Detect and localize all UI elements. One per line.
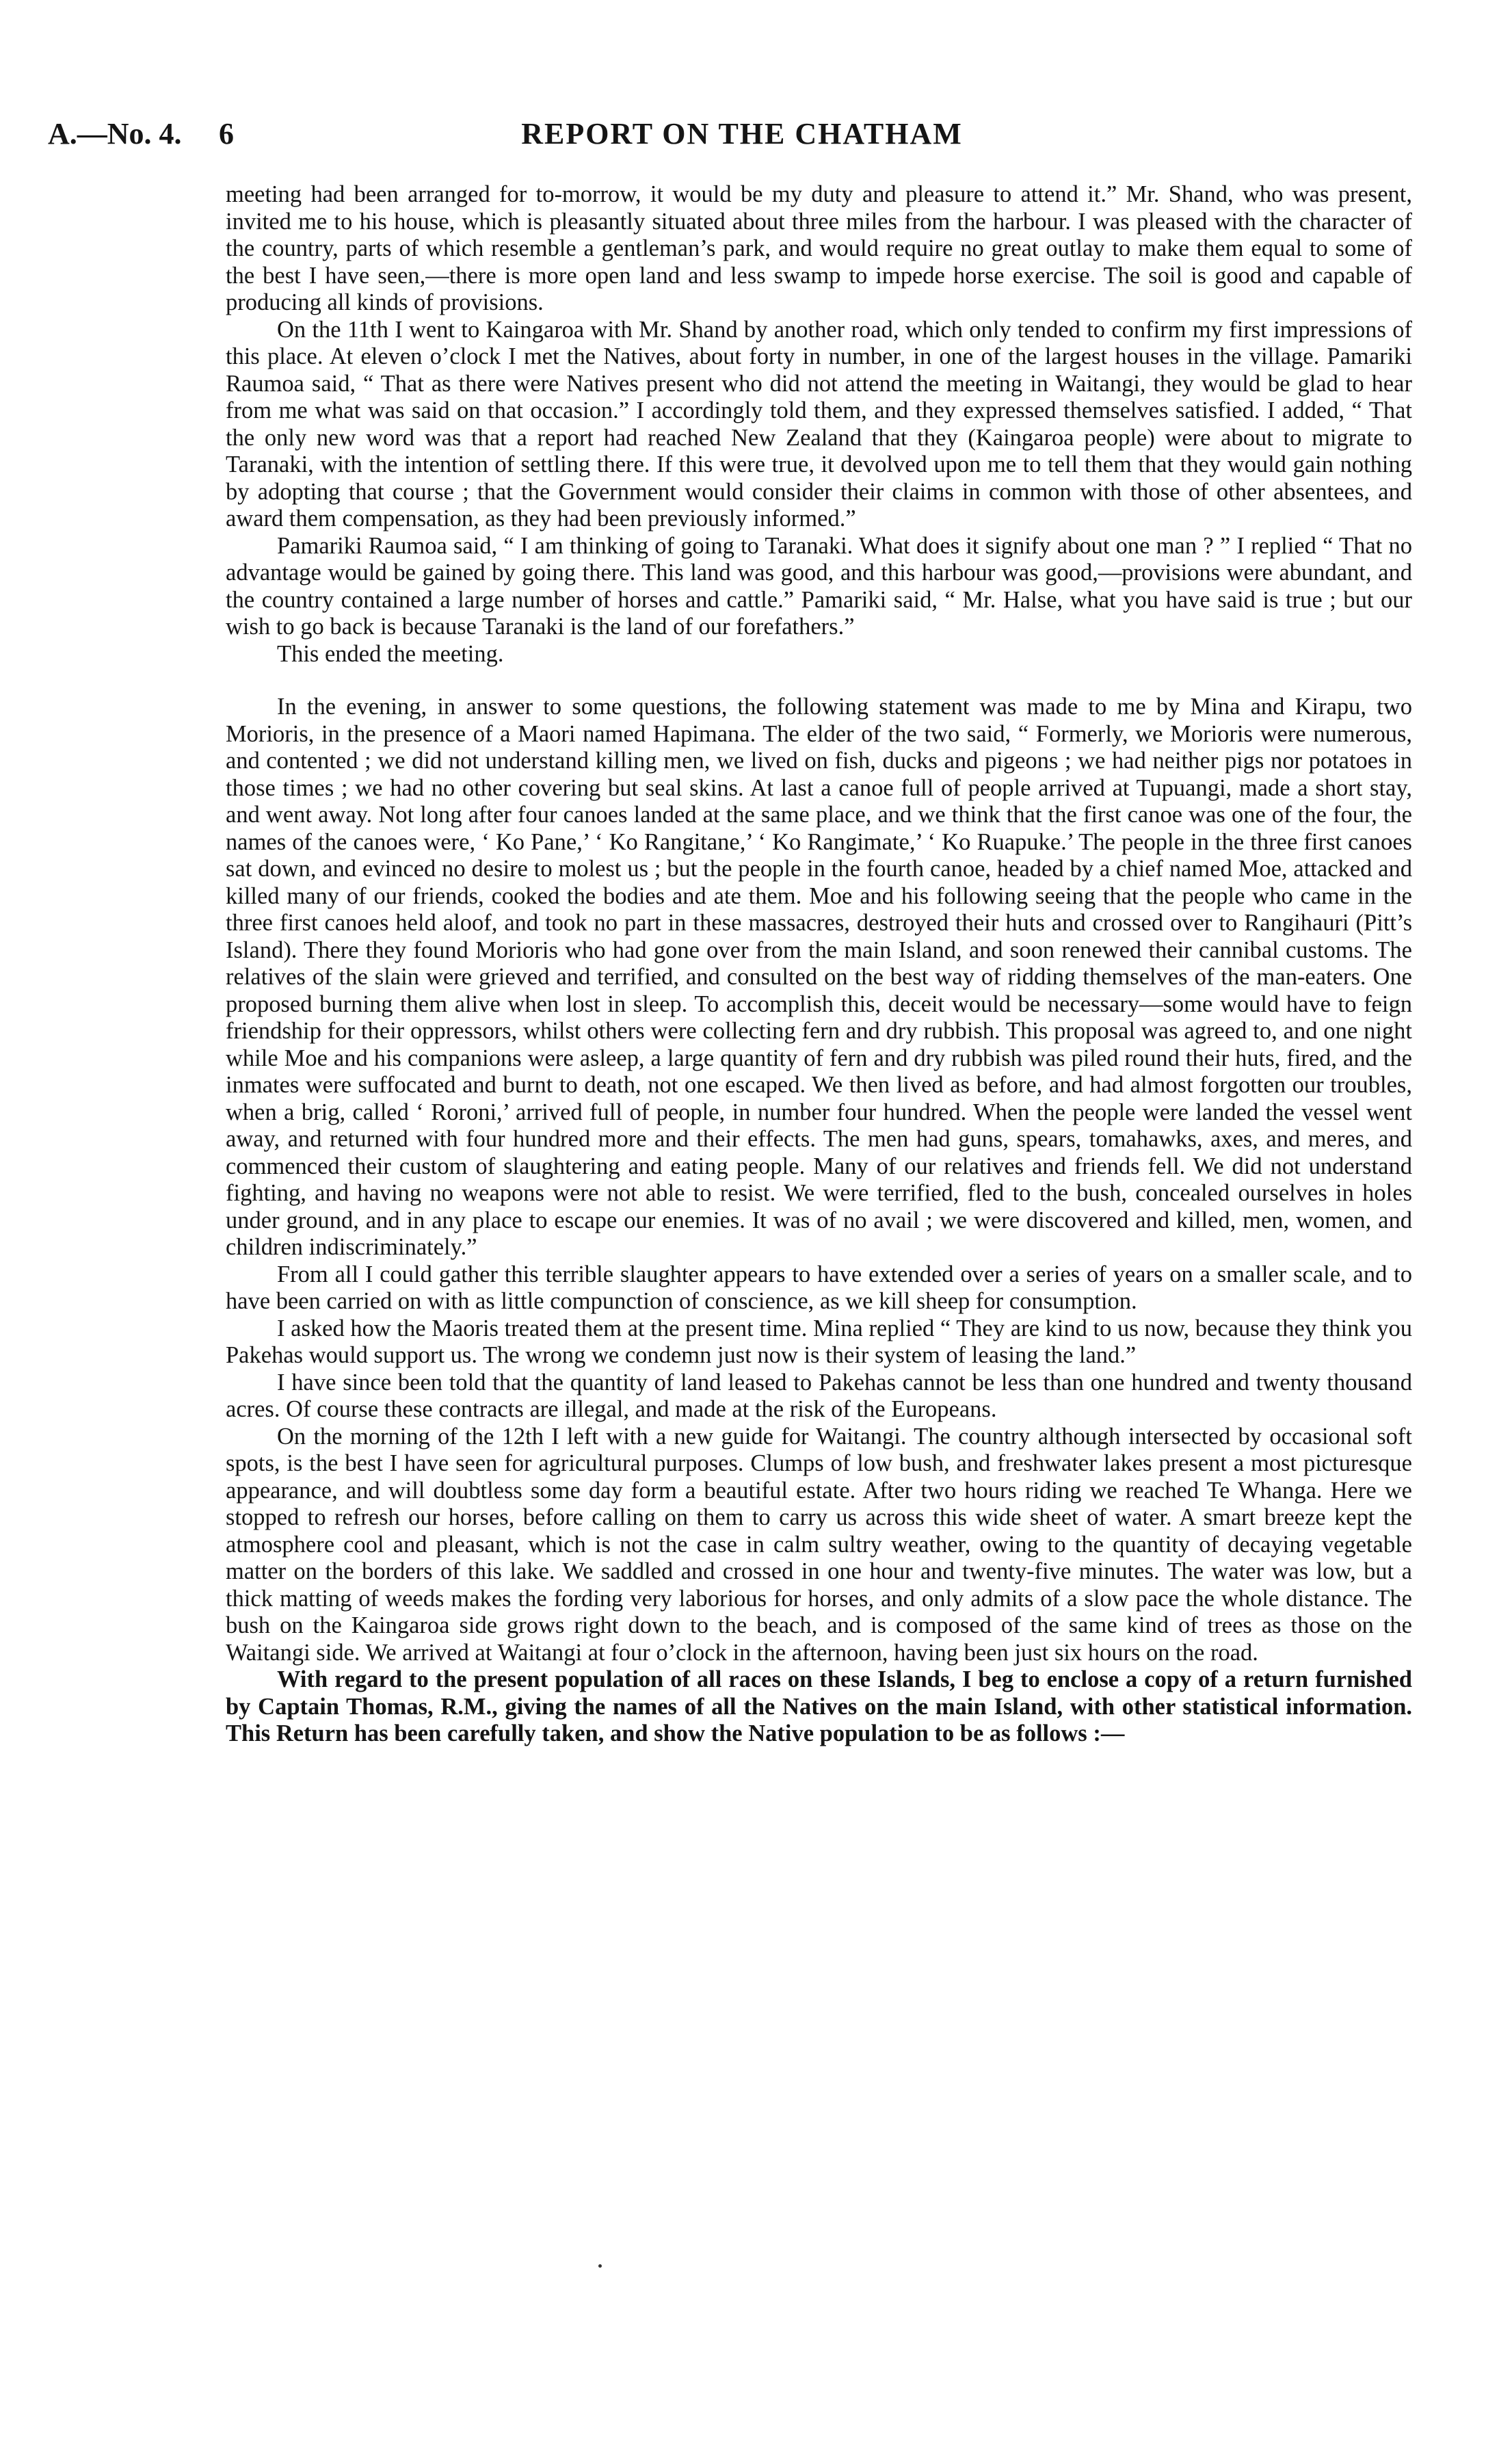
- paragraph-maori-treatment: I asked how the Maoris treated them at the present time. Mina replied “ They are kind to us now, because they think you Pakehas would support us. The wrong we condemn just now is their system of leasing the land.”: [226, 1315, 1412, 1368]
- paragraph-population-return: With regard to the present population of all races on these Islands, I beg to enclose a copy of a return furnished by Captain Thomas, R.M., giving the names of all the Natives on the main Island, with other statistical information. This Return has been carefully taken, and show the Native population to be as follows :—: [226, 1666, 1412, 1746]
- paragraph-journey-waitangi: On the morning of the 12th I left with a new guide for Waitangi. The country although intersected by occasional soft spots, is the best I have seen for agricultural purposes. Clumps of low bush, and freshwater lakes present a most picturesque appearance, and will doubtless some day form a beautiful estate. After two hours riding we reached Te Whanga. Here we stopped to refresh our horses, before calling on them to carry us across this wide sheet of water. A smart breeze kept the atmosphere cool and pleasant, which is not the case in calm sultry weather, owing to the quantity of decaying vegetable matter on the borders of this lake. We saddled and crossed in one hour and twenty-five minutes. The water was low, but a thick matting of weeds makes the fording very laborious for horses, and only admits of a slow pace the whole distance. The bush on the Kaingaroa side grows right down to the beach, and is composed of the same kind of trees as those on the Waitangi side. We arrived at Waitangi at four o’clock in the afternoon, having been just six hours on the road.: [226, 1423, 1412, 1666]
- paragraph-continued: meeting had been arranged for to-morrow, it would be my duty and pleasure to attend it.” Mr. Shand, who was present, invited me to his house, which is pleasantly situated about three miles from the harbour. I was pleased with the character of the country, parts of which resemble a gentleman’s park, and would require no great outlay to make them equal to some of the best I have seen,—there is more open land and less swamp to impede horse exercise. The soil is good and capable of producing all kinds of provisions.: [226, 181, 1412, 315]
- page-header: [48, 116, 1436, 164]
- page-number: 6: [219, 117, 234, 150]
- paragraph-slaughter: From all I could gather this terrible slaughter appears to have extended over a series of years on a smaller scale, and to have been carried on with as little compunction of conscience, as we kill sheep for consumption.: [226, 1261, 1412, 1314]
- document-reference: A.—No. 4.: [48, 117, 182, 150]
- paragraph-kaingaroa-visit: On the 11th I went to Kaingaroa with Mr. Shand by another road, which only tended to confirm my first impressions of this place. At eleven o’clock I met the Natives, about forty in number, in one of the largest houses in the village. Pamariki Raumoa said, “ That as there were Natives present who did not attend the meeting in Waitangi, they would be glad to hear from me what was said on that occasion.” I accordingly told them, and they expressed themselves satisfied. I added, “ That the only new word was that a report had reached New Zealand that they (Kaingaroa people) were about to migrate to Taranaki, with the intention of settling there. If this were true, it devolved upon me to tell them that they would gain nothing by adopting that course ; that the Government would consider their claims in common with those of other absentees, and award them compensation, as they had been previously informed.”: [226, 316, 1412, 532]
- report-body: [226, 181, 1412, 1748]
- paragraph-meeting-ended: This ended the meeting.: [277, 640, 504, 667]
- paragraph-land-leased: I have since been told that the quantity of land leased to Pakehas cannot be less than one hundred and twenty thousand acres. Of course these contracts are illegal, and made at the risk of the Europeans.: [226, 1369, 1412, 1422]
- running-title: REPORT ON THE CHATHAM: [521, 117, 963, 150]
- stray-mark: [598, 2264, 602, 2268]
- paragraph-raumoa-reply: Pamariki Raumoa said, “ I am thinking of going to Taranaki. What does it signify about one man ? ” I replied “ That no advantage would be gained by going there. This land was good, and this harbour was good,—provisions were abundant, and the country contained a large number of horses and cattle.” Pamariki said, “ Mr. Halse, what you have said is true ; but our wish to go back is because Taranaki is the land of our forefathers.”: [226, 532, 1412, 640]
- paragraph-moriori-statement: In the evening, in answer to some questions, the following statement was made to me by Mina and Kirapu, two Morioris, in the presence of a Maori named Hapimana. The elder of the two said, “ Formerly, we Morioris were numerous, and contented ; we did not understand killing men, we lived on fish, ducks and pigeons ; we had neither pigs nor potatoes in those times ; we had no other covering but seal skins. At last a canoe full of people arrived at Tupuangi, made a short stay, and went away. Not long after four canoes landed at the same place, and we think that the first canoe was one of the four, the names of the canoes were, ‘ Ko Pane,’ ‘ Ko Rangitane,’ ‘ Ko Rangimate,’ ‘ Ko Ruapuke.’ The people in the three first canoes sat down, and evinced no desire to molest us ; but the people in the fourth canoe, headed by a chief named Moe, attacked and killed many of our friends, cooked the bodies and ate them. Moe and his following seeing that the people who came in the three first canoes held aloof, and took no part in these massacres, destroyed their huts and crossed over to Rangihauri (Pitt’s Island). There they found Morioris who had gone over from the main Island, and soon renewed their cannibal customs. The relatives of the slain were grieved and terrified, and consulted on the best way of ridding themselves of the man-eaters. One proposed burning them alive when lost in sleep. To accomplish this, deceit would be necessary—some would have to feign friendship for their oppressors, whilst others were collecting fern and dry rubbish. This proposal was agreed to, and one night while Moe and his companions were asleep, a large quantity of fern and dry rubbish was piled round their huts, fired, and the inmates were suffocated and burnt to death, not one escaped. We then lived as before, and had almost forgotten our troubles, when a brig, called ‘ Roroni,’ arrived full of people, in number four hundred. When the people were landed the vessel went away, and returned with four hundred more and their effects. The men had guns, spears, tomahawks, axes, and meres, and commenced their custom of slaughtering and eating people. Many of our relatives and friends fell. We did not understand fighting, and having no weapons were not able to resist. We were terrified, fled to the bush, concealed ourselves in holes under ground, and in any place to escape our enemies. It was of no avail ; we were discovered and killed, men, women, and children indiscriminately.”: [226, 694, 1412, 1260]
